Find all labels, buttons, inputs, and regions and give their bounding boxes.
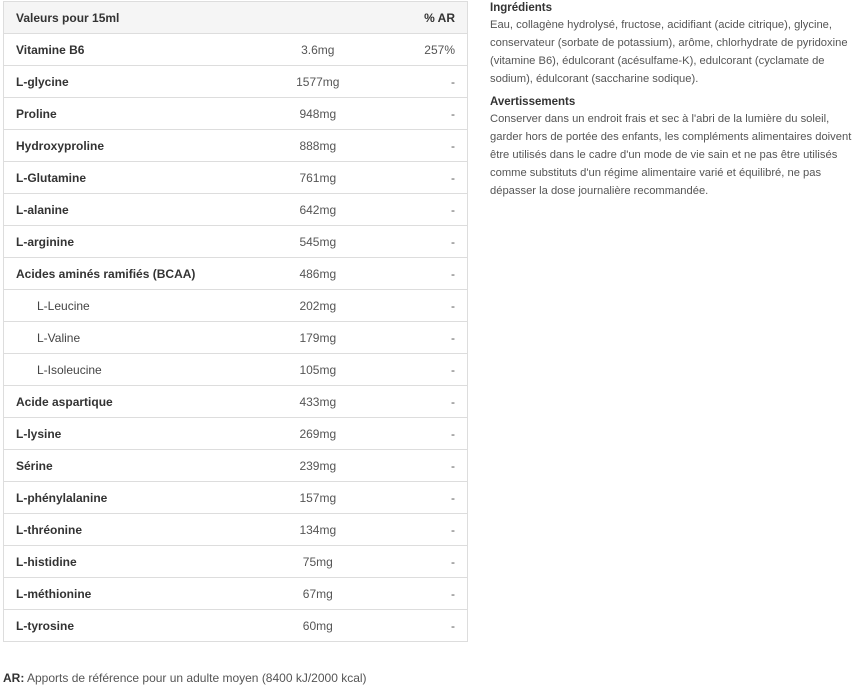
product-info: [490, 0, 862, 206]
header-serving: Valeurs pour 15ml: [4, 2, 263, 34]
nutrient-amount: 269mg: [263, 418, 373, 450]
table-row: [4, 162, 468, 194]
nutrient-amount: 545mg: [263, 226, 373, 258]
table-row: [4, 226, 468, 258]
nutrient-amount: 3.6mg: [263, 34, 373, 66]
table-row: [4, 322, 468, 354]
table-row: [4, 258, 468, 290]
nutrient-name: L-phénylalanine: [4, 482, 263, 514]
nutrient-ar: -: [373, 66, 468, 98]
nutrient-ar: -: [373, 258, 468, 290]
nutrient-ar: -: [373, 322, 468, 354]
nutrient-amount: 67mg: [263, 578, 373, 610]
nutrient-amount: 105mg: [263, 354, 373, 386]
nutrient-name: L-méthionine: [4, 578, 263, 610]
table-row: [4, 418, 468, 450]
nutrient-amount: 202mg: [263, 290, 373, 322]
nutrient-name: L-histidine: [4, 546, 263, 578]
nutrient-name: Sérine: [4, 450, 263, 482]
nutrient-amount: 486mg: [263, 258, 373, 290]
table-header-row: [4, 2, 468, 34]
table-row: [4, 34, 468, 66]
header-ar: % AR: [373, 2, 468, 34]
warnings-title: Avertissements: [490, 96, 576, 108]
table-row: [4, 290, 468, 322]
nutrient-name: L-Glutamine: [4, 162, 263, 194]
nutrient-name: Acide aspartique: [4, 386, 263, 418]
footnote: [3, 671, 367, 685]
nutrient-ar: -: [373, 450, 468, 482]
nutrient-ar: -: [373, 482, 468, 514]
nutrient-ar: 257%: [373, 34, 468, 66]
nutrient-ar: -: [373, 418, 468, 450]
table-row: [4, 386, 468, 418]
nutrient-name: Proline: [4, 98, 263, 130]
nutrient-amount: 75mg: [263, 546, 373, 578]
nutrient-ar: -: [373, 98, 468, 130]
nutrient-name: Acides aminés ramifiés (BCAA): [4, 258, 263, 290]
ingredients-title: Ingrédients: [490, 2, 552, 14]
table-row: [4, 354, 468, 386]
nutrient-name: L-arginine: [4, 226, 263, 258]
nutrient-ar: -: [373, 514, 468, 546]
nutrient-amount: 433mg: [263, 386, 373, 418]
table-row: [4, 98, 468, 130]
nutrient-ar: -: [373, 162, 468, 194]
header-amount: [263, 2, 373, 34]
nutrient-ar: -: [373, 386, 468, 418]
nutrient-ar: -: [373, 290, 468, 322]
table-row: [4, 578, 468, 610]
nutrient-amount: 761mg: [263, 162, 373, 194]
nutrient-amount: 179mg: [263, 322, 373, 354]
nutrient-amount: 134mg: [263, 514, 373, 546]
nutrient-amount: 1577mg: [263, 66, 373, 98]
table-row: [4, 130, 468, 162]
nutrient-ar: -: [373, 194, 468, 226]
nutrient-amount: 157mg: [263, 482, 373, 514]
nutrition-table: [3, 1, 468, 642]
nutrient-ar: -: [373, 354, 468, 386]
nutrient-amount: 239mg: [263, 450, 373, 482]
nutrient-ar: -: [373, 226, 468, 258]
nutrient-name: L-tyrosine: [4, 610, 263, 642]
nutrient-amount: 642mg: [263, 194, 373, 226]
nutrient-ar: -: [373, 130, 468, 162]
nutrient-amount: 60mg: [263, 610, 373, 642]
table-row: [4, 546, 468, 578]
nutrient-name: L-alanine: [4, 194, 263, 226]
table-row: [4, 66, 468, 98]
table-row: [4, 482, 468, 514]
nutrient-ar: -: [373, 546, 468, 578]
table-row: [4, 194, 468, 226]
nutrient-name: L-thréonine: [4, 514, 263, 546]
nutrient-ar: -: [373, 578, 468, 610]
ingredients-text: Eau, collagène hydrolysé, fructose, acidifiant (acide citrique), glycine, conservateur (sorbate de potassium), arôme, chlorhydrate de pyridoxine (vitamine B6), édulcorant (acésulfame-K), edulcorant (cyclamate de sodium), édulcorant (saccharine sodique).: [490, 19, 848, 85]
footnote-text: Apports de référence pour un adulte moyen (8400 kJ/2000 kcal): [24, 671, 367, 685]
nutrient-ar: -: [373, 610, 468, 642]
table-row: [4, 514, 468, 546]
nutrient-amount: 948mg: [263, 98, 373, 130]
nutrient-name: L-Leucine: [4, 290, 263, 322]
footnote-abbr: AR:: [3, 671, 25, 685]
nutrient-name: L-Valine: [4, 322, 263, 354]
nutrient-name: L-Isoleucine: [4, 354, 263, 386]
nutrient-name: L-lysine: [4, 418, 263, 450]
nutrient-name: Hydroxyproline: [4, 130, 263, 162]
nutrient-amount: 888mg: [263, 130, 373, 162]
table-row: [4, 610, 468, 642]
warnings-text: Conserver dans un endroit frais et sec à l'abri de la lumière du soleil, garder hors de portée des enfants, les compléments alimentaires doivent être utilisés dans le cadre d'un mode de vie sain et ne pas être utilisés comme substituts d'un régime alimentaire varié et équilibré, ne pas dépasser la dose journalière recommandée.: [490, 113, 852, 197]
table-row: [4, 450, 468, 482]
nutrient-name: L-glycine: [4, 66, 263, 98]
nutrient-name: Vitamine B6: [4, 34, 263, 66]
table-body: [4, 34, 468, 642]
